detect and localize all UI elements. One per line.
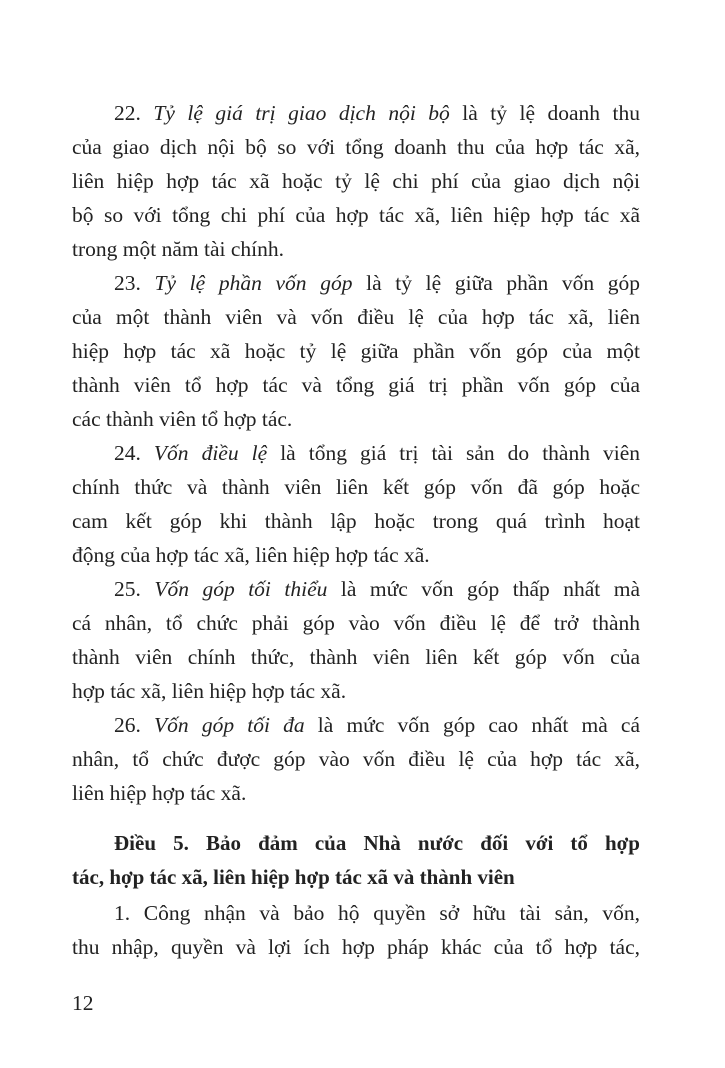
- text-line: thành viên chính thức, thành viên liên kết góp vốn của: [72, 645, 640, 669]
- definition-paragraph: [72, 266, 640, 436]
- text-line: [72, 436, 640, 470]
- text-line: [72, 266, 640, 300]
- text-line: bộ so với tổng chi phí của hợp tác xã, liên hiệp hợp tác xã: [72, 203, 640, 227]
- definition-paragraph: [72, 436, 640, 572]
- definition-text: là mức vốn góp thấp nhất mà: [340, 577, 641, 601]
- item-number: 24.: [114, 441, 141, 465]
- text-line: [72, 96, 640, 130]
- article-paragraph: [72, 896, 640, 964]
- item-number: 22.: [114, 101, 141, 125]
- definition-text: là tỷ lệ giữa phần vốn góp: [366, 271, 641, 295]
- text-line: trong một năm tài chính.: [72, 237, 284, 261]
- heading-line: Điều 5. Bảo đảm của Nhà nước đối với tổ hợp: [114, 831, 640, 855]
- text-line: của một thành viên và vốn điều lệ của hợp tác xã, liên: [72, 305, 640, 329]
- item-number: 26.: [114, 713, 141, 737]
- text-line: động của hợp tác xã, liên hiệp hợp tác xã.: [72, 543, 430, 567]
- text-line: [72, 572, 640, 606]
- text-line: chính thức và thành viên liên kết góp vốn đã góp hoặc: [72, 475, 640, 499]
- defined-term: Vốn điều lệ: [153, 441, 268, 465]
- text-line: 1. Công nhận và bảo hộ quyền sở hữu tài sản, vốn,: [114, 901, 640, 925]
- text-line: của giao dịch nội bộ so với tổng doanh thu của hợp tác xã,: [72, 135, 640, 159]
- heading-line: tác, hợp tác xã, liên hiệp hợp tác xã và thành viên: [72, 865, 515, 889]
- page-number: 12: [72, 991, 94, 1015]
- article-heading: [72, 826, 640, 894]
- text-line: nhân, tổ chức được góp vào vốn điều lệ của hợp tác xã,: [72, 747, 640, 771]
- text-line: các thành viên tổ hợp tác.: [72, 407, 293, 431]
- text-line: hiệp hợp tác xã hoặc tỷ lệ giữa phần vốn góp của một: [72, 339, 640, 363]
- defined-term: Vốn góp tối đa: [154, 713, 305, 737]
- text-line: cá nhân, tổ chức phải góp vào vốn điều lệ để trở thành: [72, 611, 640, 635]
- definition-text: là tỷ lệ doanh thu: [462, 101, 641, 125]
- defined-term: Tỷ lệ giá trị giao dịch nội bộ: [153, 101, 450, 125]
- definition-paragraph: [72, 572, 640, 708]
- definition-paragraph: [72, 96, 640, 266]
- text-line: thu nhập, quyền và lợi ích hợp pháp khác của tổ hợp tác,: [72, 935, 640, 959]
- document-page: [72, 96, 640, 964]
- text-line: liên hiệp hợp tác xã hoặc tỷ lệ chi phí của giao dịch nội: [72, 169, 640, 193]
- defined-term: Vốn góp tối thiểu: [154, 577, 328, 601]
- definition-text: là tổng giá trị tài sản do thành viên: [280, 441, 641, 465]
- text-line: cam kết góp khi thành lập hoặc trong quá trình hoạt: [72, 509, 640, 533]
- definition-text: là mức vốn góp cao nhất mà cá: [317, 713, 641, 737]
- text-line: thành viên tổ hợp tác và tổng giá trị phần vốn góp của: [72, 373, 640, 397]
- text-line: [72, 708, 640, 742]
- item-number: 23.: [114, 271, 141, 295]
- item-number: 25.: [114, 577, 141, 601]
- defined-term: Tỷ lệ phần vốn góp: [154, 271, 353, 295]
- definitions-section: [72, 96, 640, 810]
- definition-paragraph: [72, 708, 640, 810]
- text-line: hợp tác xã, liên hiệp hợp tác xã.: [72, 679, 347, 703]
- text-line: liên hiệp hợp tác xã.: [72, 781, 247, 805]
